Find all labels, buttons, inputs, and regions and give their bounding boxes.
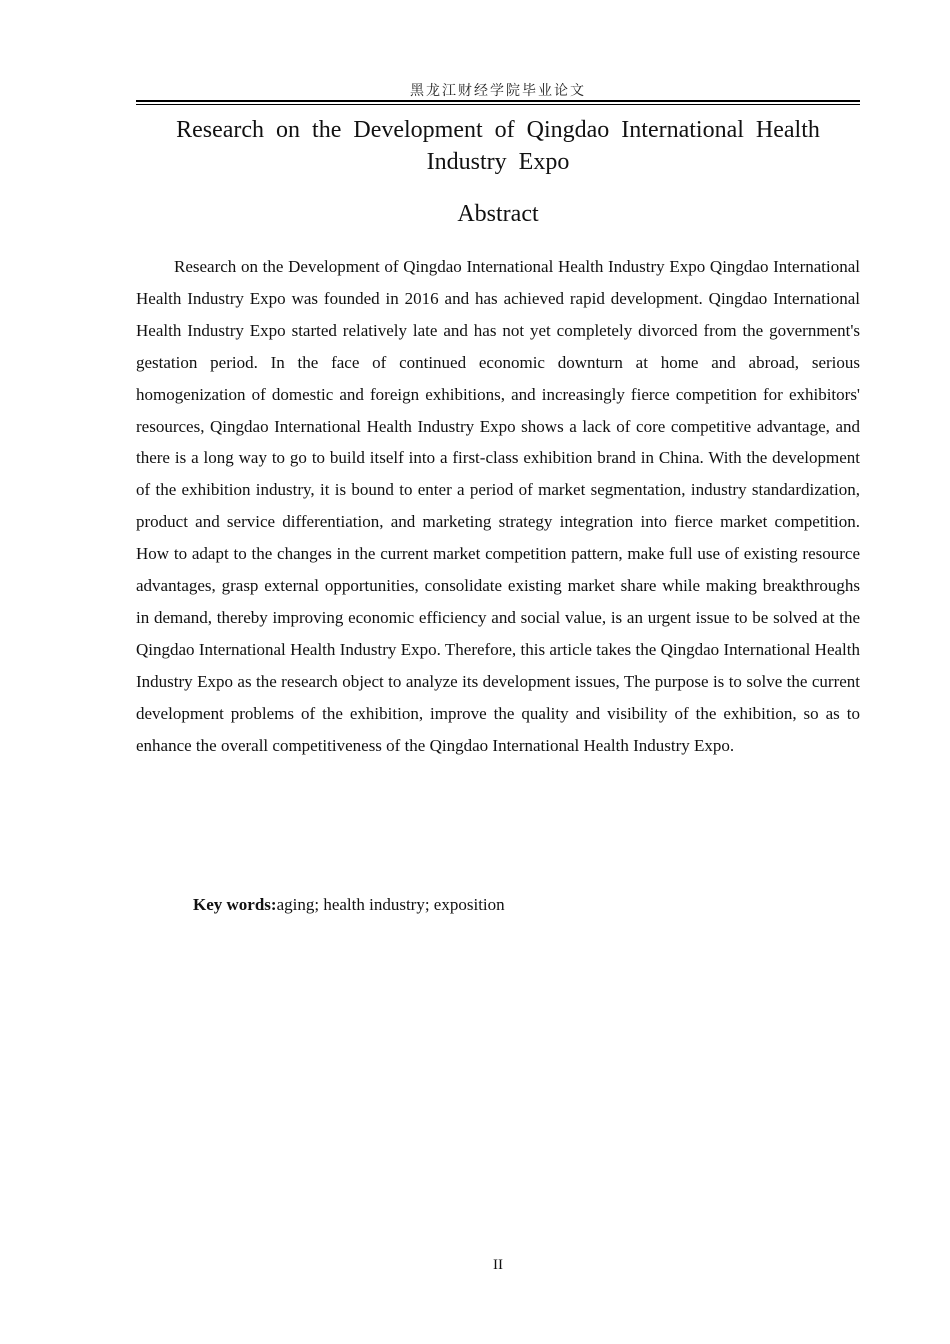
header-rule-thick (136, 100, 860, 102)
page-number: II (493, 1257, 503, 1273)
abstract-heading: Abstract (457, 201, 539, 227)
running-header: 黑龙江财经学院毕业论文 (410, 83, 586, 99)
keywords-label: Key words: (193, 895, 277, 914)
abstract-body: Research on the Development of Qingdao International Health Industry Expo Qingdao International Health Industry Expo was founded in 2016 and has achieved rapid development. Qingdao International Health Industry Expo started relatively late and has not yet completely divorced from the government's gestation period. In the face of continued economic downturn at home and abroad, serious homogenization of domestic and foreign exhibitions, and increasingly fierce competition for exhibitors' resources, Qingdao International Health Industry Expo shows a lack of core competitive advantage, and there is a long way to go to build itself into a first-class exhibition brand in China. With the development of the exhibition industry, it is bound to enter a period of market segmentation, industry standardization, product and service differentiation, and marketing strategy integration into fierce market competition. How to adapt to the changes in the current market competition pattern, make full use of existing resource advantages, grasp external opportunities, consolidate existing market share while making breakthroughs in demand, thereby improving economic efficiency and social value, is an urgent issue to be solved at the Qingdao International Health Industry Expo. Therefore, this article takes the Qingdao International Health Industry Expo as the research object to analyze its development issues, The purpose is to solve the current development problems of the exhibition, improve the quality and visibility of the exhibition, so as to enhance the overall competitiveness of the Qingdao International Health Industry Expo. (136, 257, 860, 755)
keywords-value: aging; health industry; exposition (276, 895, 505, 914)
header-rule-thin (136, 104, 860, 105)
thesis-title: Research on the Development of Qingdao International Health Industry Expo (176, 117, 820, 175)
keywords-line (193, 889, 860, 921)
